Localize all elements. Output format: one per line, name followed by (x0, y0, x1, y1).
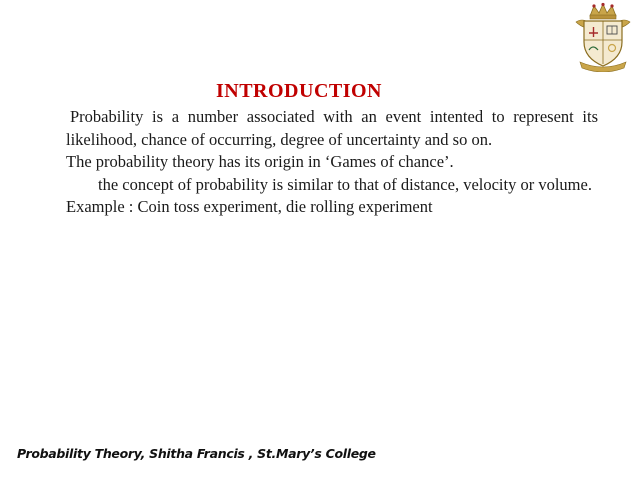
body-paragraph-concept (66, 174, 598, 197)
concept-text: the concept of probability is similar to that of distance, velocity or volume. (98, 174, 592, 194)
body-line-origin: The probability theory has its origin in ‘Games of chance’. (66, 152, 454, 171)
slide-title: INTRODUCTION (215, 80, 383, 102)
body-line-example: Example : Coin toss experiment, die rolling experiment (66, 197, 433, 216)
definition-text: Probability is a number associated with an event intented to represent its likelihood, chance of occurring, degree of uncertainty and so on. (66, 107, 598, 149)
slide-body (66, 106, 598, 219)
footer-credit: Probability Theory, Shitha Francis , St.Mary’s College (17, 446, 376, 461)
college-crest-icon (572, 2, 634, 72)
body-paragraph-definition (66, 106, 598, 151)
